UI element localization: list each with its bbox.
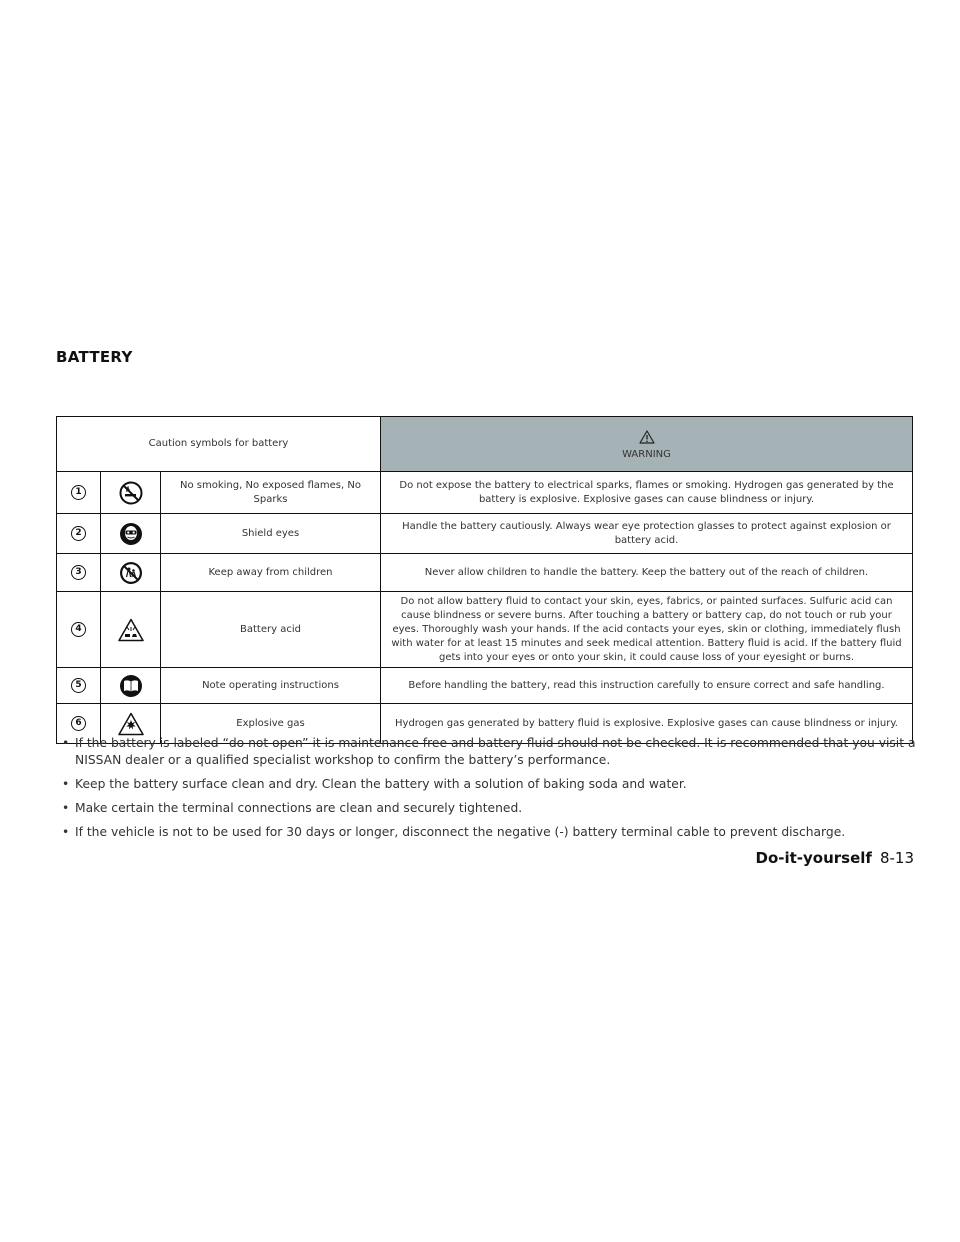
row-label: Explosive gas bbox=[161, 704, 381, 744]
list-item-text: If the vehicle is not to be used for 30 days or longer, disconnect the negative (-) battery terminal cable to prevent discharge. bbox=[75, 825, 846, 839]
row-text: Do not expose the battery to electrical sparks, flames or smoking. Hydrogen gas generated by the battery is explosive. Explosive gases can cause blindness or injury. bbox=[381, 472, 913, 514]
table-header-row bbox=[57, 417, 913, 472]
row-label: Note operating instructions bbox=[161, 668, 381, 704]
list-item-text: Make certain the terminal connections are clean and securely tightened. bbox=[75, 801, 523, 815]
warning-label: WARNING bbox=[622, 449, 671, 460]
no-smoking-icon bbox=[119, 481, 143, 505]
explosive-gas-icon bbox=[118, 712, 144, 736]
header-warning bbox=[381, 417, 913, 472]
battery-acid-icon bbox=[118, 618, 144, 642]
row-text: Never allow children to handle the battery. Keep the battery out of the reach of children. bbox=[381, 554, 913, 592]
row-number: 1 bbox=[71, 485, 86, 500]
table-row bbox=[57, 472, 913, 514]
list-item: • Make certain the terminal connections are clean and securely tightened. bbox=[62, 801, 523, 815]
row-label: Battery acid bbox=[161, 592, 381, 668]
row-text: Before handling the battery, read this instruction carefully to ensure correct and safe handling. bbox=[381, 668, 913, 704]
row-text: Do not allow battery fluid to contact your skin, eyes, fabrics, or painted surfaces. Sulfuric acid can cause blindness or severe burns. After touching a battery or battery cap, do not touch or rub your eyes. Thoroughly wash your hands. If the acid contacts your eyes, skin or clothing, immediately flush with water for at least 15 minutes and seek medical attention. Battery fluid is acid. If the battery fluid gets into your eyes or onto your skin, it could cause loss of your eyesight or burns. bbox=[381, 592, 913, 668]
list-item: • If the battery is labeled “do not open” it is maintenance free and battery fluid should not be checked. It is recommended that you visit a NISSAN dealer or a qualified specialist workshop to confirm the battery’s performance. bbox=[62, 736, 916, 767]
list-item: • If the vehicle is not to be used for 30 days or longer, disconnect the negative (-) battery terminal cable to prevent discharge. bbox=[62, 825, 846, 839]
list-item-text: Keep the battery surface clean and dry. Clean the battery with a solution of baking soda and water. bbox=[75, 777, 687, 791]
list-item-text: If the battery is labeled “do not open” it is maintenance free and battery fluid should not be checked. It is recommended that you visit a NISSAN dealer or a qualified specialist workshop to confirm the battery’s performance. bbox=[75, 736, 916, 767]
footer-section-name: Do-it-yourself bbox=[755, 849, 872, 867]
instructions-book-icon bbox=[119, 674, 143, 698]
caution-symbols-table bbox=[56, 416, 913, 744]
table-row bbox=[57, 514, 913, 554]
row-number: 3 bbox=[71, 565, 86, 580]
row-number: 5 bbox=[71, 678, 86, 693]
page-footer bbox=[756, 849, 915, 867]
page-number: 8-13 bbox=[879, 849, 914, 867]
row-label: No smoking, No exposed flames, No Sparks bbox=[161, 472, 381, 514]
list-item: • Keep the battery surface clean and dry. Clean the battery with a solution of baking soda and water. bbox=[62, 777, 687, 791]
row-text: Hydrogen gas generated by battery fluid is explosive. Explosive gases can cause blindness or injury. bbox=[381, 704, 913, 744]
row-text: Handle the battery cautiously. Always wear eye protection glasses to protect against explosion or battery acid. bbox=[381, 514, 913, 554]
section-title: BATTERY bbox=[56, 348, 133, 366]
table-row bbox=[57, 554, 913, 592]
table-row bbox=[57, 592, 913, 668]
header-caution-symbols: Caution symbols for battery bbox=[57, 417, 381, 472]
row-label: Shield eyes bbox=[161, 514, 381, 554]
row-number: 6 bbox=[71, 716, 86, 731]
row-number: 4 bbox=[71, 622, 86, 637]
battery-tips-list bbox=[62, 735, 917, 848]
shield-eyes-icon bbox=[119, 522, 143, 546]
keep-away-children-icon bbox=[119, 561, 143, 585]
warning-triangle-icon bbox=[639, 430, 655, 444]
row-label: Keep away from children bbox=[161, 554, 381, 592]
table-row bbox=[57, 668, 913, 704]
row-number: 2 bbox=[71, 526, 86, 541]
